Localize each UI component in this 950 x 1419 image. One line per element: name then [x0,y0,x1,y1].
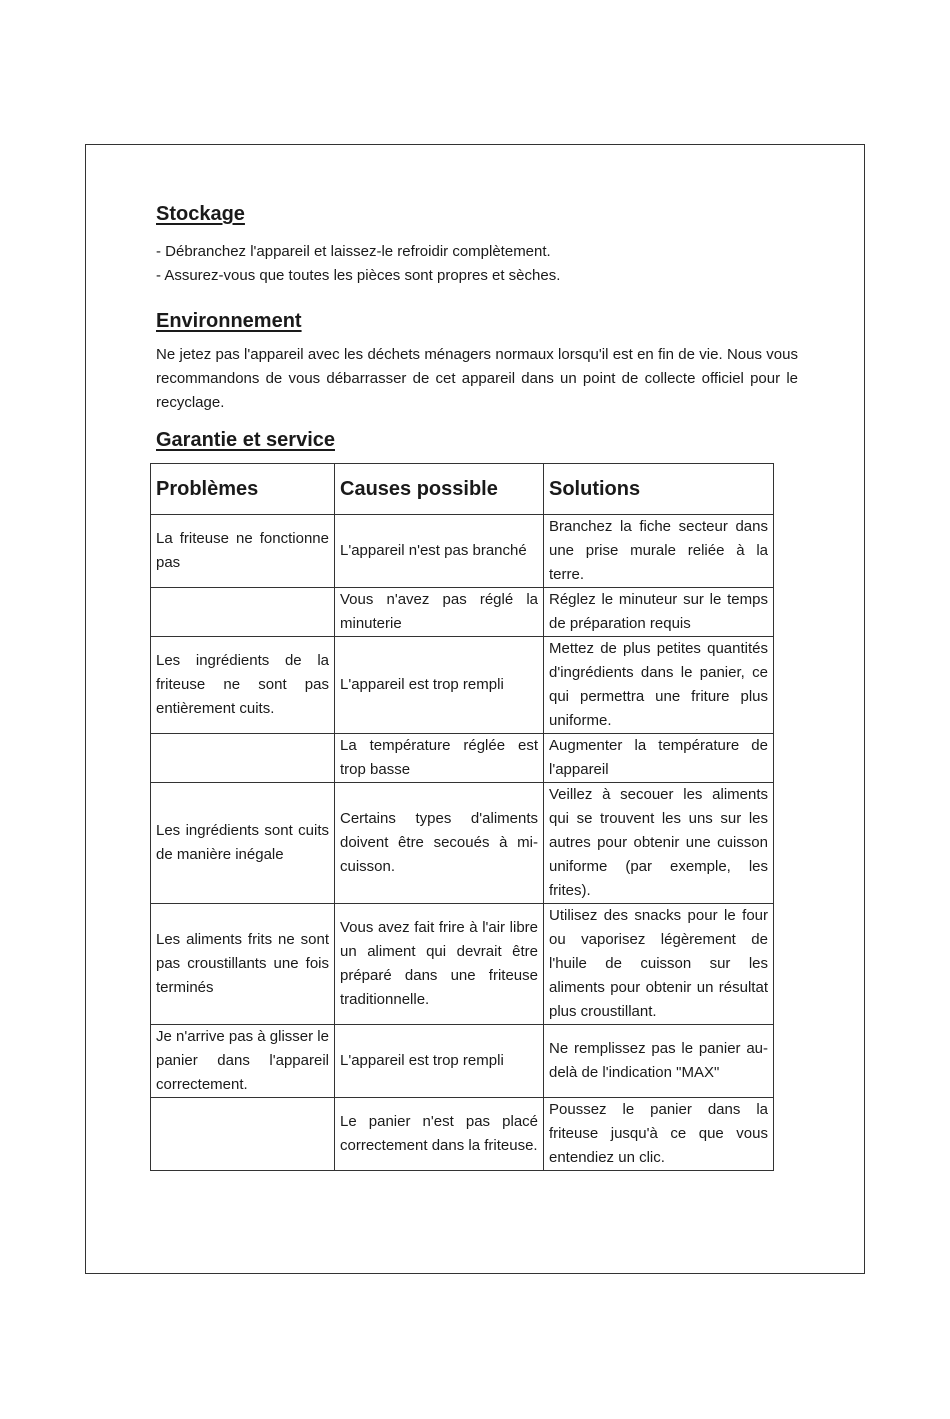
problem-cell: Je n'arrive pas à glisser le panier dans l'appareil correctement. [151,1025,335,1098]
storage-heading: Stockage [156,203,245,225]
solution-cell: Utilisez des snacks pour le four ou vaporisez légèrement de l'huile de cuisson sur les aliments pour obtenir un résultat plus croustillant. [544,904,774,1025]
storage-line-2: - Assurez-vous que toutes les pièces sont propres et sèches. [156,267,561,284]
problem-cell [151,734,335,783]
cause-cell: Vous n'avez pas réglé la minuterie [335,588,544,637]
header-problems: Problèmes [151,464,335,515]
header-causes: Causes possible [335,464,544,515]
environment-paragraph: Ne jetez pas l'appareil avec les déchets ménagers normaux lorsqu'il est en fin de vie. Nous vous recommandons de vous débarrasser de cet appareil dans un point de collecte officiel pour le recyclage. [156,346,798,411]
table-row [151,734,774,783]
solution-cell: Augmenter la température de l'appareil [544,734,774,783]
table-row [151,637,774,734]
cause-cell: La température réglée est trop basse [335,734,544,783]
problem-cell: Les ingrédients sont cuits de manière inégale [151,783,335,904]
cause-cell: L'appareil est trop rempli [335,637,544,734]
table-row [151,783,774,904]
solution-cell: Ne remplissez pas le panier au-delà de l'indication "MAX" [544,1025,774,1098]
table-row [151,1098,774,1171]
problem-cell [151,588,335,637]
solution-cell: Poussez le panier dans la friteuse jusqu'à ce que vous entendiez un clic. [544,1098,774,1171]
table-row [151,588,774,637]
cause-cell: Vous avez fait frire à l'air libre un aliment qui devrait être préparé dans une friteuse traditionnelle. [335,904,544,1025]
problem-cell: Les ingrédients de la friteuse ne sont pas entièrement cuits. [151,637,335,734]
solution-cell: Mettez de plus petites quantités d'ingrédients dans le panier, ce qui permettra une friture plus uniforme. [544,637,774,734]
cause-cell: L'appareil est trop rempli [335,1025,544,1098]
problem-cell: La friteuse ne fonctionne pas [151,515,335,588]
storage-line-1: - Débranchez l'appareil et laissez-le refroidir complètement. [156,243,551,260]
solution-cell: Réglez le minuteur sur le temps de préparation requis [544,588,774,637]
solution-cell: Veillez à secouer les aliments qui se trouvent les uns sur les autres pour obtenir une cuisson uniforme (par exemple, les frites). [544,783,774,904]
cause-cell: Certains types d'aliments doivent être secoués à mi-cuisson. [335,783,544,904]
cause-cell: Le panier n'est pas placé correctement dans la friteuse. [335,1098,544,1171]
troubleshooting-table [150,463,774,1171]
cause-cell: L'appareil n'est pas branché [335,515,544,588]
header-solutions: Solutions [544,464,774,515]
solution-cell: Branchez la fiche secteur dans une prise murale reliée à la terre. [544,515,774,588]
table-header-row [151,464,774,515]
table-row [151,515,774,588]
problem-cell [151,1098,335,1171]
warranty-heading: Garantie et service [156,429,335,451]
table-row [151,1025,774,1098]
table-row [151,904,774,1025]
problem-cell: Les aliments frits ne sont pas croustillants une fois terminés [151,904,335,1025]
environment-heading: Environnement [156,310,302,332]
